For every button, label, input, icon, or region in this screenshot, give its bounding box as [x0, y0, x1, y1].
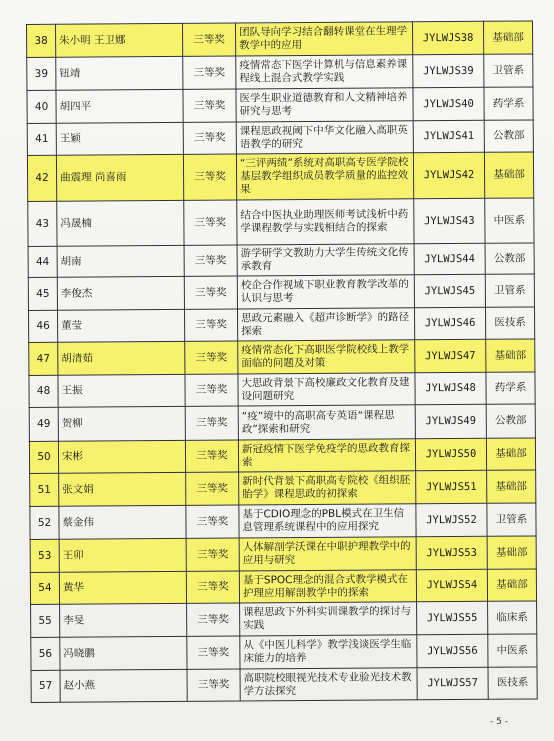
paper-code: JYLWJS38: [412, 21, 483, 54]
table-row: [28, 274, 534, 311]
award-rank: 三等奖: [186, 571, 239, 603]
author-name: 蔡金伟: [59, 505, 186, 539]
table-row: [28, 243, 534, 278]
paper-code: JYLWJS53: [416, 536, 487, 569]
row-number: 41: [27, 123, 56, 155]
table-row: [27, 120, 533, 156]
awards-table-body: [27, 21, 538, 703]
award-rank: 三等奖: [183, 56, 236, 89]
award-rank: 三等奖: [184, 309, 237, 341]
table-row: [29, 339, 535, 376]
department: 基础部: [487, 536, 536, 569]
row-number: 52: [30, 506, 59, 539]
department: 药学系: [486, 372, 535, 404]
author-name: 贺柳: [58, 406, 185, 441]
table-row: [31, 667, 537, 703]
author-name: 董莹: [57, 309, 184, 342]
awards-table: [26, 20, 538, 703]
author-name: 宋彬: [58, 440, 185, 473]
department: 医技系: [485, 307, 534, 339]
paper-code: JYLWJS41: [413, 120, 484, 152]
table-row: [30, 569, 536, 605]
paper-code: JYLWJS50: [415, 438, 486, 470]
department: 基础部: [484, 152, 533, 198]
department: 基础部: [483, 21, 532, 54]
paper-code: JYLWJS49: [415, 404, 486, 438]
award-rank: 三等奖: [186, 505, 239, 538]
page-number: - 5 -: [490, 717, 508, 727]
paper-code: JYLWJS51: [416, 470, 487, 503]
paper-code: JYLWJS57: [417, 667, 488, 699]
paper-title: 医学生职业道德教育和人文精神培养研究与思考: [236, 88, 413, 122]
author-name: 胡四平: [56, 89, 183, 123]
paper-title: 疫情常态化下高职医学院校线上教学面临的问题及对策: [238, 340, 415, 374]
paper-code: JYLWJS40: [413, 87, 484, 120]
department: 公教部: [484, 120, 533, 152]
department: 公教部: [485, 243, 534, 274]
row-number: 50: [29, 441, 58, 473]
award-rank: 三等奖: [183, 122, 236, 154]
paper-title: 思政元素融入《超声诊断学》的路径探索: [237, 308, 414, 341]
table-row: [29, 372, 535, 408]
author-name: 李俊杰: [57, 276, 184, 310]
author-name: 冯晓鹏: [60, 636, 187, 670]
paper-title: 疫情常态下医学计算机与信息素养课程线上混合式教学实践: [236, 55, 413, 89]
department: 基础部: [487, 470, 536, 503]
table-row: [27, 152, 533, 202]
department: 临床系: [488, 601, 537, 634]
award-rank: 三等奖: [183, 154, 236, 200]
table-row: [29, 404, 535, 442]
author-name: 王颖: [56, 122, 183, 155]
row-number: 46: [29, 310, 58, 342]
department: 医技系: [488, 667, 537, 699]
row-number: 53: [30, 539, 59, 572]
paper-code: JYLWJS48: [415, 372, 486, 404]
paper-code: JYLWJS52: [416, 503, 487, 536]
department: 药学系: [484, 87, 533, 120]
author-name: 胡南: [57, 245, 184, 277]
department: 卫管系: [485, 274, 534, 307]
paper-code: JYLWJS39: [413, 54, 484, 87]
award-rank: 三等奖: [186, 472, 239, 505]
award-rank: 三等奖: [186, 538, 239, 571]
table-row: [30, 503, 536, 540]
author-name: 胡清茹: [58, 341, 185, 375]
paper-code: JYLWJS43: [414, 198, 485, 243]
author-name: 李旻: [60, 603, 187, 637]
award-rank: 三等奖: [184, 200, 237, 245]
table-row: [28, 198, 534, 247]
row-number: 44: [28, 246, 57, 277]
award-rank: 三等奖: [184, 276, 237, 309]
row-number: 56: [31, 637, 60, 670]
award-rank: 三等奖: [187, 603, 240, 636]
paper-title: 结合中医执业助理医师考试浅析中药学课程教学与实践相结合的探索: [237, 199, 414, 245]
award-rank: 三等奖: [185, 406, 238, 440]
paper-code: JYLWJS46: [414, 307, 485, 339]
paper-code: JYLWJS56: [417, 634, 488, 667]
paper-code: JYLWJS45: [414, 274, 485, 307]
paper-code: JYLWJS55: [417, 601, 488, 634]
row-number: 51: [30, 473, 59, 506]
table-row: [30, 536, 536, 573]
author-name: 王卯: [59, 538, 186, 572]
row-number: 54: [30, 572, 59, 604]
row-number: 47: [29, 342, 58, 375]
paper-title: 人体解剖学沃课在中职护理教学中的应用与研究: [239, 537, 416, 571]
award-rank: 三等奖: [182, 23, 235, 56]
paper-title: 从《中医儿科学》教学浅谈医学生临床能力的培养: [240, 635, 417, 669]
author-name: 朱小明 王卫娜: [56, 23, 183, 57]
paper-title: 新冠疫情下医学免疫学的思政教育探索: [238, 439, 415, 472]
paper-title: 课程思政视阈下中华文化融入高职英语教学的研究: [236, 121, 413, 154]
award-rank: 三等奖: [187, 636, 240, 669]
award-rank: 三等奖: [184, 245, 237, 276]
paper-title: 基于CDIO理念的PBL模式在卫生信息管理系统课程中的应用探究: [239, 504, 416, 538]
row-number: 42: [27, 155, 56, 201]
author-name: 冯晟楠: [57, 200, 184, 246]
author-name: 王振: [58, 374, 185, 407]
paper-code: JYLWJS42: [413, 152, 484, 198]
row-number: 39: [27, 57, 56, 90]
paper-title: “疫”境中的高职高专英语“课程思政”探索和研究: [238, 405, 415, 440]
department: 基础部: [487, 569, 536, 601]
department: 中医系: [488, 634, 537, 667]
paper-code: JYLWJS47: [415, 339, 486, 372]
paper-title: 新时代背景下高职高专院校《组织胚胎学》课程思政的初探索: [239, 471, 416, 505]
table-row: [27, 87, 533, 124]
table-row: [30, 470, 536, 507]
author-name: 赵小燕: [60, 669, 187, 702]
department: 公教部: [486, 404, 535, 438]
row-number: 43: [28, 201, 57, 246]
department: 卫管系: [487, 503, 536, 536]
paper-title: 校企合作视域下职业教育教学改革的认识与思考: [237, 275, 414, 309]
table-row: [31, 634, 537, 671]
paper-title: 大思政背景下高校廉政文化教育及建设问题研究: [238, 373, 415, 406]
row-number: 48: [29, 375, 58, 407]
paper-title: 课程思政下外科实训课教学的探讨与实践: [240, 602, 417, 636]
author-name: 黄华: [59, 571, 186, 604]
paper-code: JYLWJS44: [414, 243, 485, 274]
table-row: [29, 438, 535, 474]
award-rank: 三等奖: [185, 440, 238, 472]
row-number: 55: [31, 604, 60, 637]
department: 卫管系: [484, 54, 533, 87]
award-rank: 三等奖: [187, 669, 240, 701]
paper-title: 团队导向学习结合翻转课堂在生理学教学中的应用: [235, 22, 412, 56]
award-rank: 三等奖: [185, 341, 238, 374]
table-row: [27, 54, 533, 91]
table-row: [27, 21, 533, 58]
paper-code: JYLWJS54: [416, 569, 487, 601]
department: 中医系: [485, 198, 534, 243]
award-rank: 三等奖: [185, 374, 238, 406]
paper-title: 游学研学文教助力大学生传统文化传承教育: [237, 244, 414, 276]
department: 基础部: [486, 438, 535, 470]
paper-title: 高职院校眼视光技术专业验光技术教学方法探究: [240, 668, 417, 701]
row-number: 38: [27, 24, 56, 57]
award-rank: 三等奖: [183, 89, 236, 122]
paper-title: “三评两绩”系统对高职高专医学院校基层教学组织成员教学质量的监控效果: [236, 153, 413, 200]
row-number: 49: [29, 407, 58, 441]
row-number: 57: [31, 670, 60, 702]
author-name: 钮靖: [56, 56, 183, 90]
author-name: 张文娟: [59, 472, 186, 506]
paper-title: 基于SPOC理念的混合式教学模式在护理应用解剖教学中的探索: [239, 570, 416, 603]
row-number: 45: [28, 277, 57, 310]
table-row: [31, 601, 537, 638]
row-number: 40: [27, 90, 56, 123]
author-name: 曲震理 尚喜雨: [56, 154, 183, 201]
department: 基础部: [486, 339, 535, 372]
table-row: [29, 307, 535, 343]
